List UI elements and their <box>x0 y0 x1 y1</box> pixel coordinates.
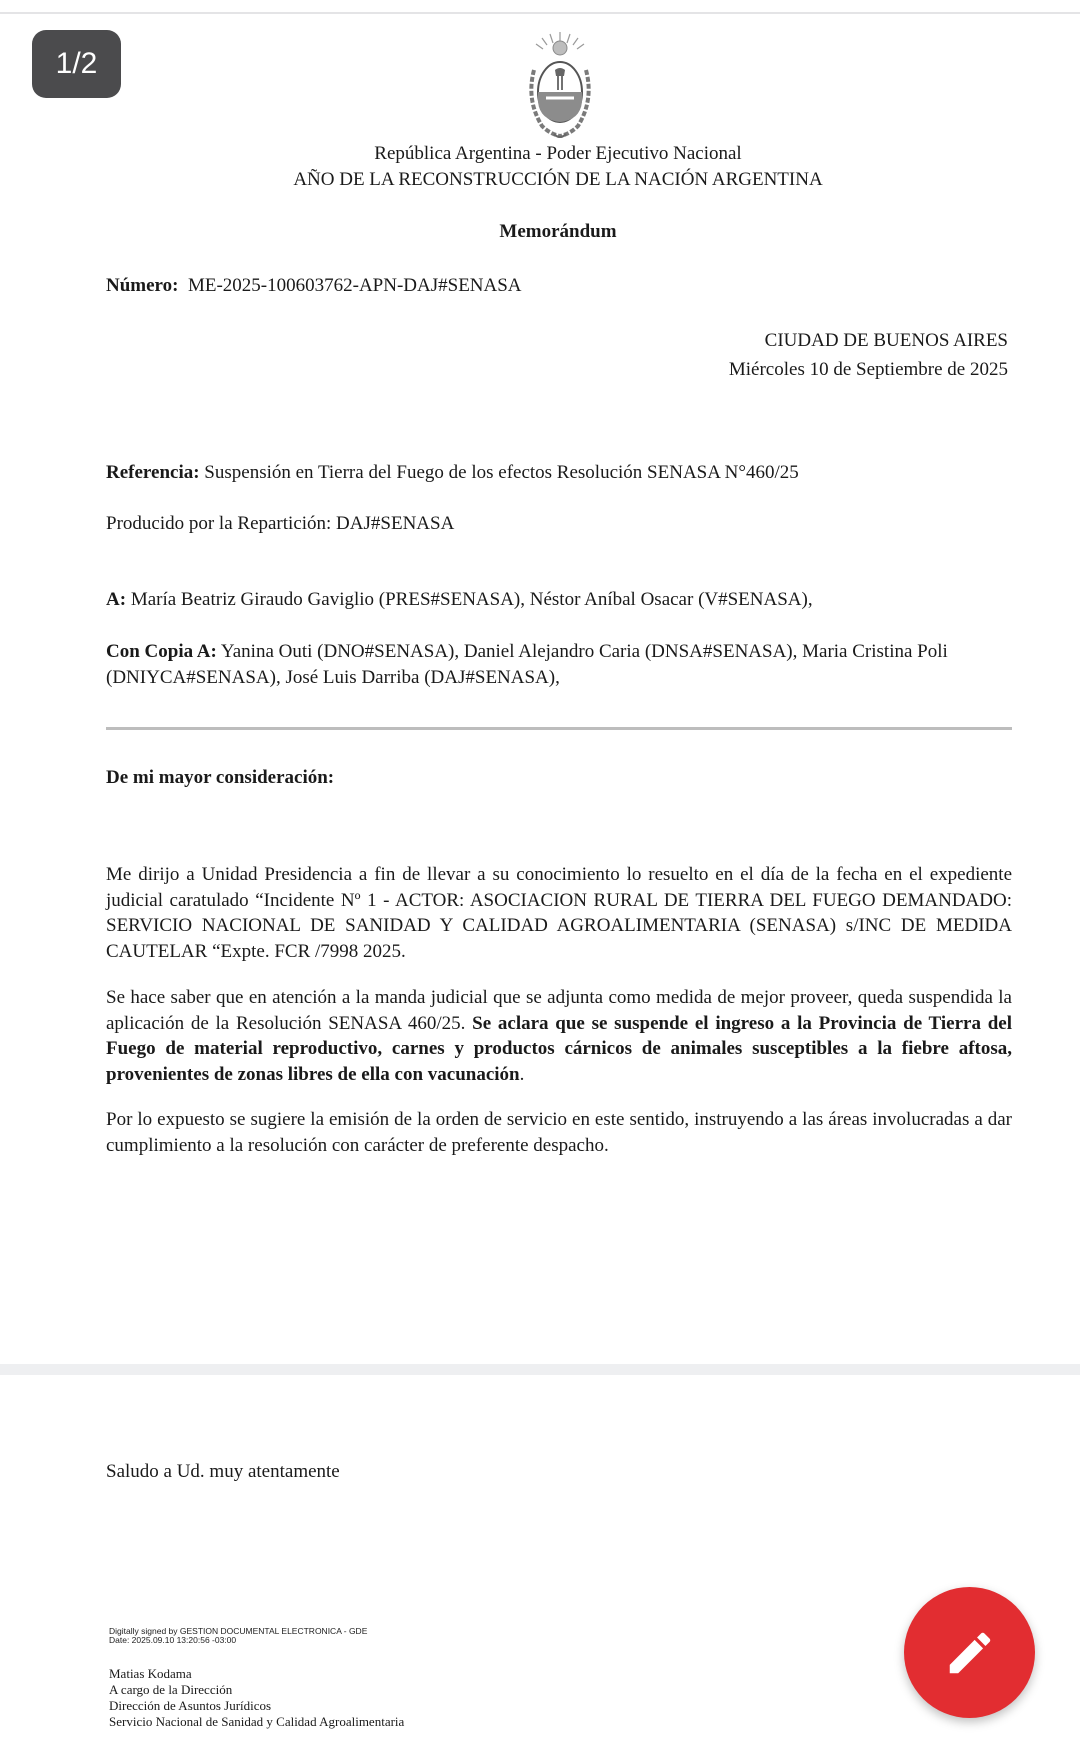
digital-signature-stamp <box>109 1627 367 1644</box>
cc-line-1 <box>106 641 948 663</box>
produced-by-line: Producido por la Repartición: DAJ#SENASA <box>106 513 455 534</box>
edit-button[interactable] <box>904 1587 1035 1718</box>
page-break-band <box>0 1364 1080 1375</box>
number-value: ME-2025-100603762-APN-DAJ#SENASA <box>187 275 522 296</box>
paragraph-2-text: Se hace saber que en atención a la manda judicial que se adjunta como medida de mejor proveer, queda suspendida la aplicación de la Resolución SENASA 460/25. <box>106 987 1012 1034</box>
cc-value-1: Yanina Outi (DNO#SENASA), Daniel Alejandro Caria (DNSA#SENASA), Maria Cristina Poli <box>220 641 948 662</box>
cc-line-2: (DNIYCA#SENASA), José Luis Darriba (DAJ#SENASA), <box>106 667 560 688</box>
number-label: Número: <box>106 275 179 296</box>
viewer-top-divider <box>0 12 1080 14</box>
paragraph-2-bold-text: Se aclara que se suspende el ingreso a la Provincia de Tierra del Fuego de material reproductivo, carnes y productos cárnicos de animales susceptibles a la fiebre aftosa, provenientes de zonas libres de ella con vacunación <box>106 1012 1012 1085</box>
closing-line: Saludo a Ud. muy atentamente <box>106 1461 340 1482</box>
paragraph-3 <box>106 1107 1012 1158</box>
document-type-title: Memorándum <box>499 221 617 242</box>
cc-label: Con Copia A: <box>106 641 217 662</box>
paragraph-2-end: . <box>519 1063 525 1085</box>
to-label: A: <box>106 589 127 610</box>
paragraph-1-text: Me dirijo a Unidad Presidencia a fin de llevar a su conocimiento lo resuelto en el día de la fecha en el expediente judicial caratulado “Incidente Nº 1 - ACTOR: ASOCIACION RURAL DE TIERRA DEL FUEGO DEMANDADO: SERVICIO NACIONAL DE SANIDAD Y CALIDAD AGROALIMENTARIA (SENASA) s/INC DE MEDIDA CAUTELAR “Expte. FCR /7998 2025. <box>106 864 1012 962</box>
recipients-line <box>106 589 813 611</box>
memo-number <box>106 275 522 297</box>
digital-signature-line-1: Digitally signed by GESTION DOCUMENTAL ELECTRONICA - GDE <box>109 1626 368 1636</box>
signer-block <box>109 1666 404 1730</box>
page-indicator: 1/2 <box>32 30 121 98</box>
header-separator <box>106 727 1012 730</box>
paragraph-1 <box>106 862 1012 964</box>
paragraph-3-text: Por lo expuesto se sugiere la emisión de la orden de servicio en este sentido, instruyendo a las áreas involucradas a dar cumplimiento a la resolución con carácter de preferente despacho. <box>106 1109 1012 1156</box>
paragraph-2 <box>106 985 1012 1087</box>
reference-value: Suspensión en Tierra del Fuego de los efectos Resolución SENASA N°460/25 <box>204 462 799 483</box>
digital-signature-line-2: Date: 2025.09.10 13:20:56 -03:00 <box>109 1634 237 1645</box>
to-value: María Beatriz Giraudo Gaviglio (PRES#SENASA), Néstor Aníbal Osacar (V#SENASA), <box>130 589 813 610</box>
signer-role-2: Dirección de Asuntos Jurídicos <box>109 1698 272 1713</box>
greeting: De mi mayor consideración: <box>106 767 335 788</box>
date-line: Miércoles 10 de Septiembre de 2025 <box>728 359 1008 380</box>
year-motto-line: AÑO DE LA RECONSTRUCCIÓN DE LA NACIÓN ARGENTINA <box>293 169 823 190</box>
signer-name: Matias Kodama <box>109 1666 192 1681</box>
republic-line: República Argentina - Poder Ejecutivo Nacional <box>374 143 742 164</box>
signer-role-3: Servicio Nacional de Sanidad y Calidad Agroalimentaria <box>109 1714 405 1729</box>
reference-label: Referencia: <box>106 462 200 483</box>
city-line: CIUDAD DE BUENOS AIRES <box>764 330 1008 351</box>
pencil-icon <box>943 1626 997 1680</box>
reference-line <box>106 462 799 484</box>
argentina-coat-of-arms-icon <box>520 30 600 142</box>
signer-role-1: A cargo de la Dirección <box>109 1682 233 1697</box>
